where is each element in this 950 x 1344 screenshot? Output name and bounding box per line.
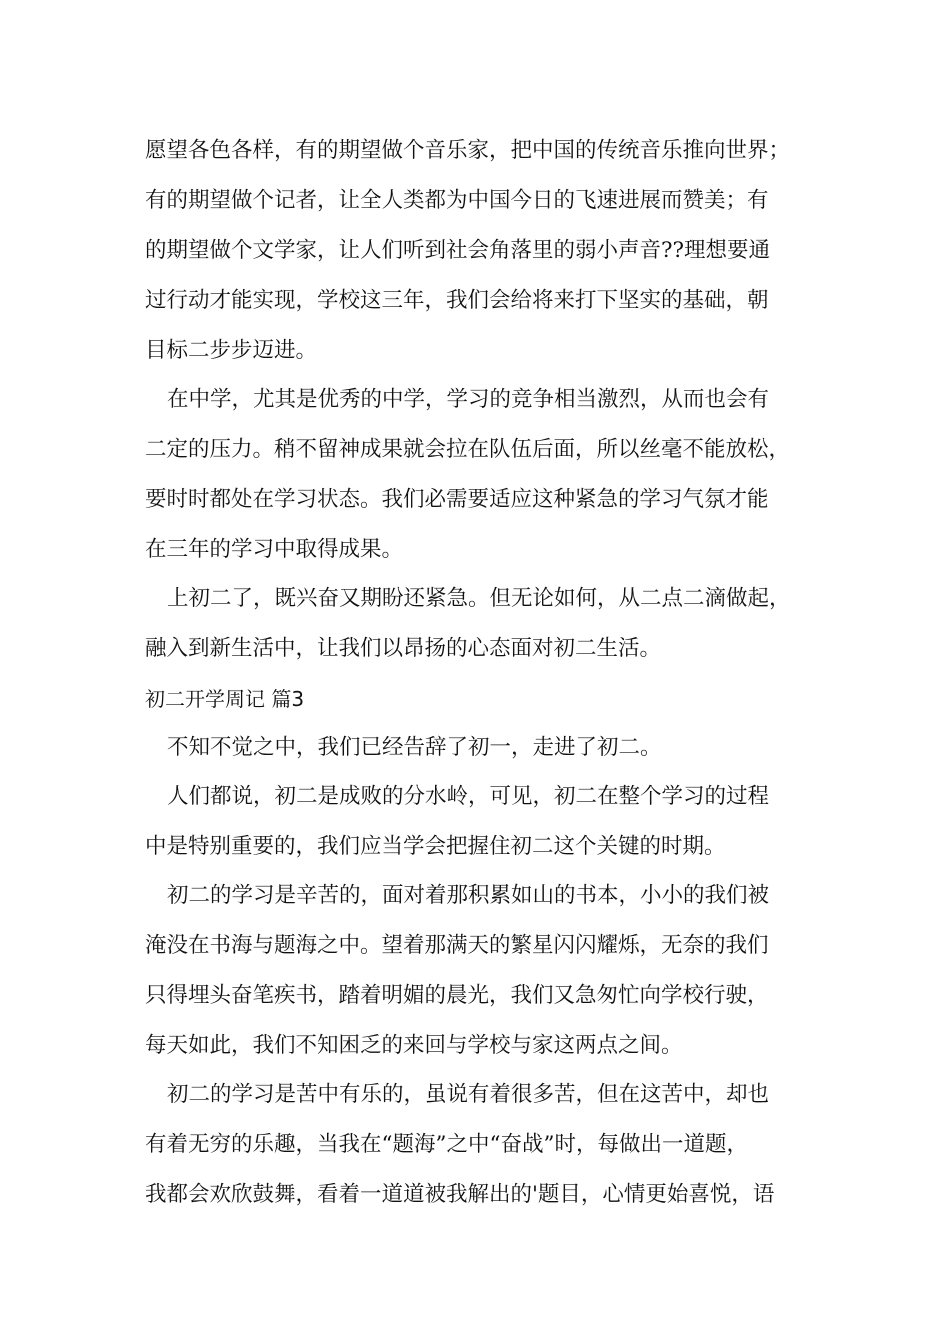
- text-line: 有着无穷的乐趣，当我在“题海”之中“奋战”时，每做出一道题，: [145, 1132, 748, 1157]
- text-line: 的期望做个文学家，让人们听到社会角落里的弱小声音??理想要通: [145, 238, 771, 263]
- text-line: 过行动才能实现，学校这三年，我们会给将来打下坚实的基础，朝: [145, 288, 769, 313]
- text-line: 我都会欢欣鼓舞，看着一道道被我解出的'题目，心情更始喜悦，语: [145, 1182, 775, 1207]
- text-line: 每天如此，我们不知困乏的来回与学校与家这两点之间。: [145, 1033, 683, 1058]
- section-heading: 初二开学周记 篇3: [145, 687, 305, 711]
- paragraph-first-line: 初二的学习是辛苦的，面对着那积累如山的书本，小小的我们被: [167, 883, 770, 908]
- text-line: 融入到新生活中，让我们以昂扬的心态面对初二生活。: [145, 636, 662, 661]
- text-line: 目标二步步迈进。: [145, 338, 318, 363]
- paragraph-first-line: 在中学，尤其是优秀的中学，学习的竞争相当激烈，从而也会有: [167, 387, 770, 412]
- paragraph-first-line: 不知不觉之中，我们已经告辞了初一，走进了初二。: [167, 735, 662, 760]
- text-line: 愿望各色各样，有的期望做个音乐家，把中国的传统音乐推向世界；: [145, 138, 791, 163]
- text-line: 在三年的学习中取得成果。: [145, 537, 404, 562]
- paragraph-first-line: 上初二了，既兴奋又期盼还紧急。但无论如何，从二点二滴做起，: [167, 586, 791, 611]
- text-line: 有的期望做个记者，让全人类都为中国今日的飞速进展而赞美；有: [145, 188, 769, 213]
- text-line: 只得埋头奋笔疾书，踏着明媚的晨光，我们又急匆忙向学校行驶，: [145, 983, 769, 1008]
- text-line: 淹没在书海与题海之中。望着那满天的繁星闪闪耀烁，无奈的我们: [145, 933, 769, 958]
- paragraph-first-line: 初二的学习是苦中有乐的，虽说有着很多苦，但在这苦中，却也: [167, 1082, 770, 1107]
- text-line: 二定的压力。稍不留神成果就会拉在队伍后面，所以丝毫不能放松，: [145, 437, 791, 462]
- paragraph-first-line: 人们都说，初二是成败的分水岭，可见，初二在整个学习的过程: [167, 784, 770, 809]
- text-line: 中是特别重要的，我们应当学会把握住初二这个关键的时期。: [145, 834, 726, 859]
- text-line: 要时时都处在学习状态。我们必需要适应这种紧急的学习气氛才能: [145, 487, 769, 512]
